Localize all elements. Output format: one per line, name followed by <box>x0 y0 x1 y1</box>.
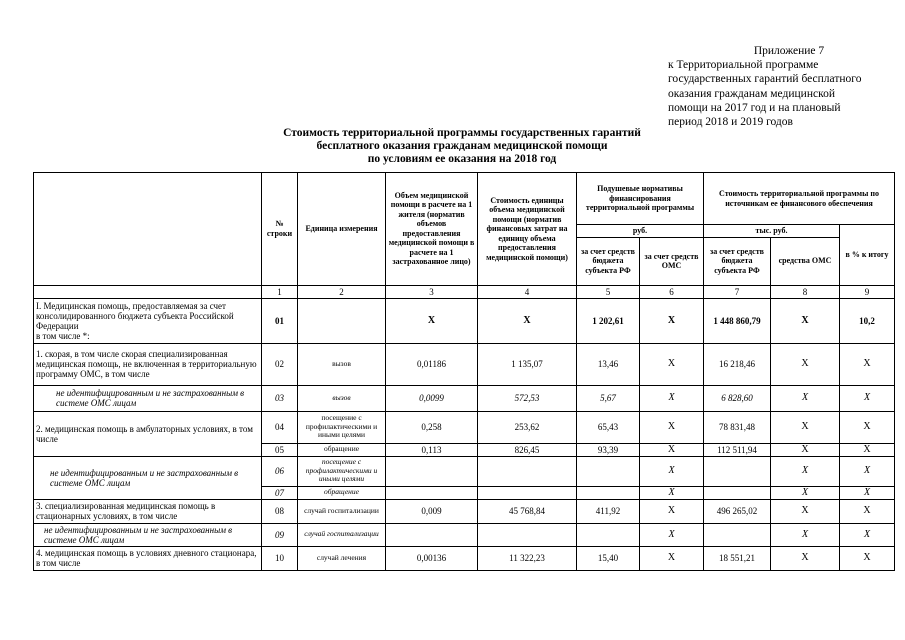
row-percent: 10,2 <box>840 298 895 343</box>
row-tc-budget <box>704 486 771 499</box>
row-pc-oms: Х <box>640 499 704 523</box>
row-volume <box>386 456 478 486</box>
header-budget: за счет средств бюджета субъекта РФ <box>577 237 640 285</box>
row-pc-budget: 411,92 <box>577 499 640 523</box>
table-row <box>34 298 895 343</box>
row-unit: обращение <box>298 486 386 499</box>
row-unit: посещение с профилактическими и иными целями <box>298 456 386 486</box>
header-unit-cost: Стоимость единицы объема медицинской помощи (норматив финансовых затрат на единицу объема предоставления медицинской помощи) <box>478 173 577 286</box>
table-row <box>34 385 895 411</box>
col-number: 3 <box>386 285 478 298</box>
row-unit-cost: 572,53 <box>478 385 577 411</box>
header-percent: в % к итогу <box>840 225 895 286</box>
row-volume: 0,00136 <box>386 546 478 570</box>
header-oms: средства ОМС <box>771 237 840 285</box>
row-percent: Х <box>840 343 895 385</box>
row-pc-oms: Х <box>640 443 704 456</box>
col-number-blank <box>34 285 262 298</box>
appendix-line: помощи на 2017 год и на плановый <box>668 101 841 114</box>
header-blank <box>34 173 262 286</box>
row-unit: вызов <box>298 343 386 385</box>
row-tc-budget <box>704 523 771 546</box>
table-row <box>34 499 895 523</box>
appendix-line: государственных гарантий бесплатного <box>668 73 862 86</box>
row-unit-cost: 1 135,07 <box>478 343 577 385</box>
row-unit-cost: 45 768,84 <box>478 499 577 523</box>
row-percent: Х <box>840 523 895 546</box>
row-volume: 0,009 <box>386 499 478 523</box>
row-pc-oms: Х <box>640 486 704 499</box>
row-name: 3. специализированная медицинская помощь в стационарных условиях, в том числе <box>34 499 262 523</box>
row-pc-oms: Х <box>640 523 704 546</box>
col-number: 5 <box>577 285 640 298</box>
row-unit: случай госпитализации <box>298 523 386 546</box>
header-thous-rub: тыс. руб. <box>704 225 840 238</box>
row-percent: Х <box>840 499 895 523</box>
row-volume: 0,01186 <box>386 343 478 385</box>
header-row-no: № строки <box>262 173 298 286</box>
table-row <box>34 546 895 570</box>
row-pc-oms: Х <box>640 298 704 343</box>
row-number: 08 <box>262 499 298 523</box>
row-tc-budget: 16 218,46 <box>704 343 771 385</box>
header-volume: Объем медицинской помощи в расчете на 1 жителя (норматив объемов предоставления медицинской помощи в расчете на 1 застрахованное лицо) <box>386 173 478 286</box>
row-unit-cost: 826,45 <box>478 443 577 456</box>
appendix-line: оказания гражданам медицинской <box>668 87 835 100</box>
row-tc-budget: 6 828,60 <box>704 385 771 411</box>
row-unit-cost <box>478 486 577 499</box>
header-total-cost: Стоимость территориальной программы по источникам ее финансового обеспечения <box>704 173 895 225</box>
row-number: 09 <box>262 523 298 546</box>
appendix-line: Приложение 7 <box>753 45 825 57</box>
header-unit: Единица измерения <box>298 173 386 286</box>
row-name: 2. медицинская помощь в амбулаторных условиях, в том числе <box>34 411 262 456</box>
row-tc-budget: 78 831,48 <box>704 411 771 443</box>
row-volume <box>386 486 478 499</box>
row-tc-oms: Х <box>771 343 840 385</box>
row-tc-oms: Х <box>771 486 840 499</box>
row-unit: обращение <box>298 443 386 456</box>
row-unit-cost <box>478 456 577 486</box>
col-number: 1 <box>262 285 298 298</box>
row-tc-budget: 496 265,02 <box>704 499 771 523</box>
row-number: 06 <box>262 456 298 486</box>
row-percent: Х <box>840 385 895 411</box>
row-volume <box>386 523 478 546</box>
row-tc-oms: Х <box>771 385 840 411</box>
row-volume: 0,0099 <box>386 385 478 411</box>
row-percent: Х <box>840 486 895 499</box>
row-name: 4. медицинская помощь в условиях дневного стационара, в том числе <box>34 546 262 570</box>
row-unit: посещение с профилактическими и иными целями <box>298 411 386 443</box>
row-number: 05 <box>262 443 298 456</box>
row-pc-budget: 93,39 <box>577 443 640 456</box>
row-unit: вызов <box>298 385 386 411</box>
title-line: бесплатного оказания гражданам медицинской помощи <box>316 140 608 152</box>
header-per-capita: Подушевые нормативы финансирования территориальной программы <box>577 173 704 225</box>
row-pc-budget: 1 202,61 <box>577 298 640 343</box>
row-tc-budget: 1 448 860,79 <box>704 298 771 343</box>
row-unit-cost: Х <box>478 298 577 343</box>
cost-table-wrapper <box>33 172 895 571</box>
row-pc-budget: 15,40 <box>577 546 640 570</box>
row-unit: случай лечения <box>298 546 386 570</box>
row-volume: Х <box>386 298 478 343</box>
table-row <box>34 523 895 546</box>
row-tc-budget <box>704 456 771 486</box>
row-pc-budget <box>577 486 640 499</box>
row-unit-cost: 11 322,23 <box>478 546 577 570</box>
row-unit-cost <box>478 523 577 546</box>
row-number: 03 <box>262 385 298 411</box>
col-number: 8 <box>771 285 840 298</box>
row-number: 02 <box>262 343 298 385</box>
row-unit-cost: 253,62 <box>478 411 577 443</box>
row-pc-budget <box>577 523 640 546</box>
row-percent: Х <box>840 411 895 443</box>
row-pc-budget <box>577 456 640 486</box>
row-pc-budget: 65,43 <box>577 411 640 443</box>
row-percent: Х <box>840 456 895 486</box>
row-percent: Х <box>840 546 895 570</box>
row-pc-oms: Х <box>640 385 704 411</box>
table-row <box>34 456 895 486</box>
row-tc-budget: 18 551,21 <box>704 546 771 570</box>
row-number: 04 <box>262 411 298 443</box>
row-pc-oms: Х <box>640 456 704 486</box>
title-line: Стоимость территориальной программы государственных гарантий <box>283 127 641 139</box>
cost-table <box>33 172 895 571</box>
document-title <box>232 127 692 166</box>
row-pc-oms: Х <box>640 411 704 443</box>
row-name: не идентифицированным и не застрахованным в системе ОМС лицам <box>34 385 262 411</box>
row-number: 07 <box>262 486 298 499</box>
row-tc-budget: 112 511,94 <box>704 443 771 456</box>
appendix-line: период 2018 и 2019 годов <box>668 116 793 129</box>
row-name: не идентифицированным и не застрахованным в системе ОМС лицам <box>34 456 262 499</box>
header-budget: за счет средств бюджета субъекта РФ <box>704 237 771 285</box>
row-tc-oms: Х <box>771 411 840 443</box>
row-percent: Х <box>840 443 895 456</box>
header-oms: за счет средств ОМС <box>640 237 704 285</box>
row-number: 10 <box>262 546 298 570</box>
row-pc-budget: 5,67 <box>577 385 640 411</box>
col-number: 4 <box>478 285 577 298</box>
row-tc-oms: Х <box>771 523 840 546</box>
row-tc-oms: Х <box>771 456 840 486</box>
row-volume: 0,113 <box>386 443 478 456</box>
row-tc-oms: Х <box>771 298 840 343</box>
col-number: 6 <box>640 285 704 298</box>
row-name: I. Медицинская помощь, предоставляемая за счет консолидированного бюджета субъекта Российской Федерации в том числе *: <box>34 298 262 343</box>
row-name: 1. скорая, в том числе скорая специализированная медицинская помощь, не включенная в территориальную программу ОМС, в том числе <box>34 343 262 385</box>
row-tc-oms: Х <box>771 443 840 456</box>
header-rub: руб. <box>577 225 704 238</box>
row-tc-oms: Х <box>771 546 840 570</box>
col-number: 2 <box>298 285 386 298</box>
row-pc-budget: 13,46 <box>577 343 640 385</box>
row-number: 01 <box>262 298 298 343</box>
col-number: 9 <box>840 285 895 298</box>
row-pc-oms: Х <box>640 546 704 570</box>
col-number: 7 <box>704 285 771 298</box>
appendix-line: к Территориальной программе <box>668 59 819 72</box>
table-row <box>34 343 895 385</box>
row-tc-oms: Х <box>771 499 840 523</box>
row-volume: 0,258 <box>386 411 478 443</box>
title-line: по условиям ее оказания на 2018 год <box>367 153 557 165</box>
row-pc-oms: Х <box>640 343 704 385</box>
row-unit <box>298 298 386 343</box>
appendix-block <box>668 44 898 129</box>
table-row <box>34 411 895 443</box>
row-name: не идентифицированным и не застрахованным в системе ОМС лицам <box>34 523 262 546</box>
row-unit: случай госпитализации <box>298 499 386 523</box>
